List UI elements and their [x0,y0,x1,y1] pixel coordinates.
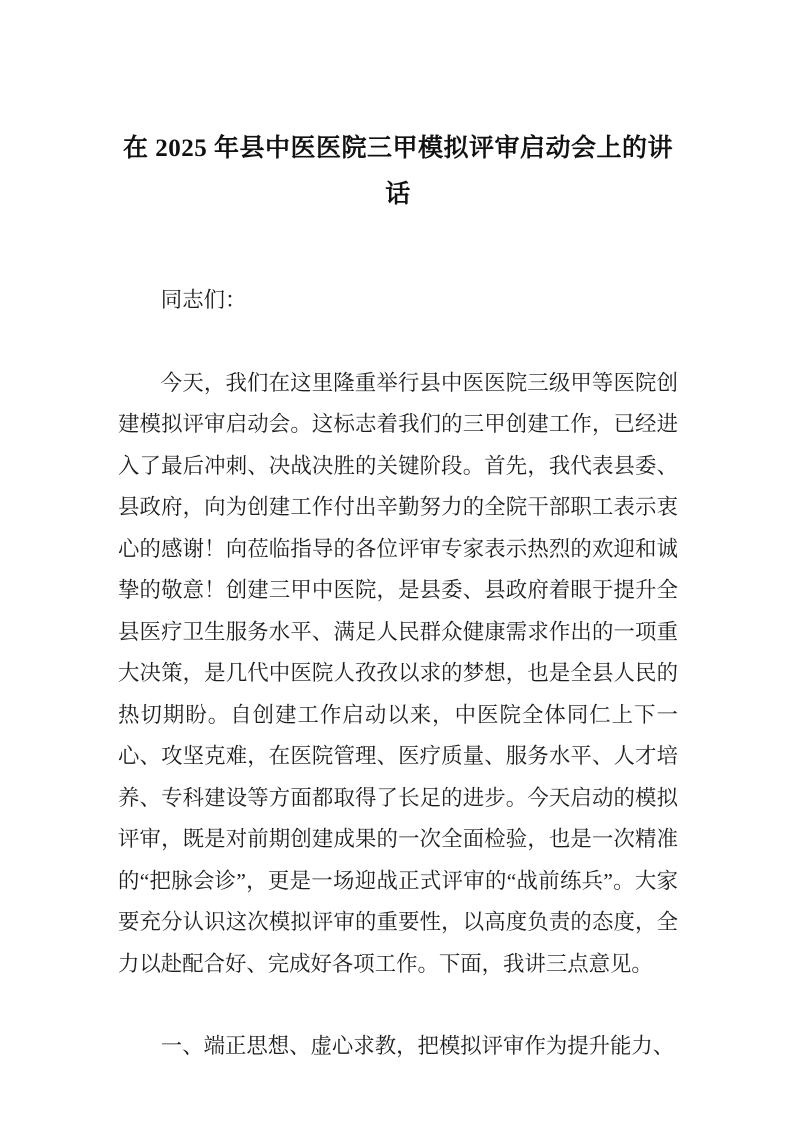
section-heading-1: 一、端正思想、虚心求教，把模拟评审作为提升能力、 [160,1034,675,1058]
greeting-line: 同志们： [160,288,247,312]
paragraph-opening: 今天，我们在这里隆重举行县中医医院三级甲等医院创建模拟评审启动会。这标志着我们的三甲创建工作，已经进入了最后冲刺、决战决胜的关键阶段。首先，我代表县委、县政府，向为创建工作付出辛勤努力的全院干部职工表示衷心的感谢！向莅临指导的各位评审专家表示热烈的欢迎和诚挚的敬意！创建三甲中医院，是县委、县政府着眼于提升全县医疗卫生服务水平、满足人民群众健康需求作出的一项重大决策，是几代中医院人孜孜以求的梦想，也是全县人民的热切期盼。自创建工作启动以来，中医院全体同仁上下一心、攻坚克难，在医院管理、医疗质量、服务水平、人才培养、专科建设等方面都取得了长足的进步。今天启动的模拟评审，既是对前期创建成果的一次全面检验，也是一次精准的“把脉会诊”，更是一场迎战正式评审的“战前练兵”。大家要充分认识这次模拟评审的重要性，以高度负责的态度，全力以赴配合好、完成好各项工作。下面，我讲三点意见。 [118,370,678,976]
document-title: 在 2025 年县中医医院三甲模拟评审启动会上的讲话 [122,135,673,208]
